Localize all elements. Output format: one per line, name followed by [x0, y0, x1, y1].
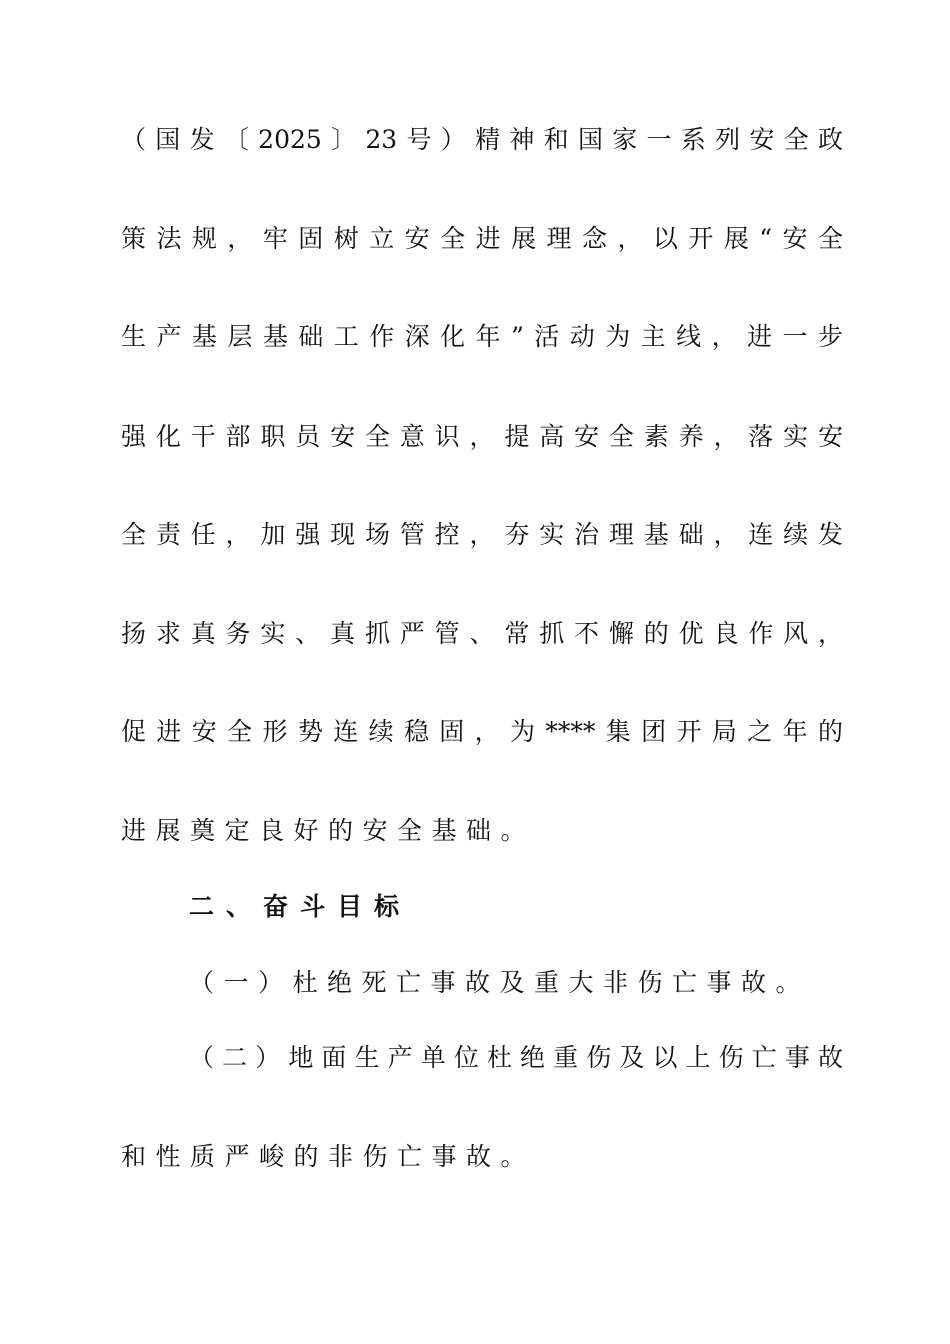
- paragraph-line-3: 生产基层基础工作深化年”活动为主线，进一步: [121, 322, 843, 351]
- goal-item-2-line-1: （二）地面生产单位杜绝重伤及以上伤亡事故: [189, 1043, 843, 1072]
- goal-item-1: （一）杜绝死亡事故及重大非伤亡事故。: [189, 968, 811, 997]
- goal-item-2-line-2: 和性质严峻的非伤亡事故。: [121, 1142, 536, 1171]
- paragraph-line-8: 进展奠定良好的安全基础。: [121, 816, 536, 845]
- paragraph-line-2: 策法规，牢固树立安全进展理念，以开展“安全: [121, 224, 843, 253]
- paragraph-line-5: 全责任，加强现场管控，夯实治理基础，连续发: [121, 520, 843, 549]
- paragraph-line-4: 强化干部职员安全意识，提高安全素养，落实安: [121, 422, 843, 451]
- paragraph-line-6: 扬求真务实、真抓严管、常抓不懈的优良作风，: [121, 619, 843, 648]
- section-heading: 二、奋斗目标: [189, 892, 412, 921]
- paragraph-line-1: （国发〔2025〕23号）精神和国家一系列安全政: [121, 125, 843, 154]
- paragraph-line-7: 促进安全形势连续稳固，为****集团开局之年的: [121, 717, 843, 746]
